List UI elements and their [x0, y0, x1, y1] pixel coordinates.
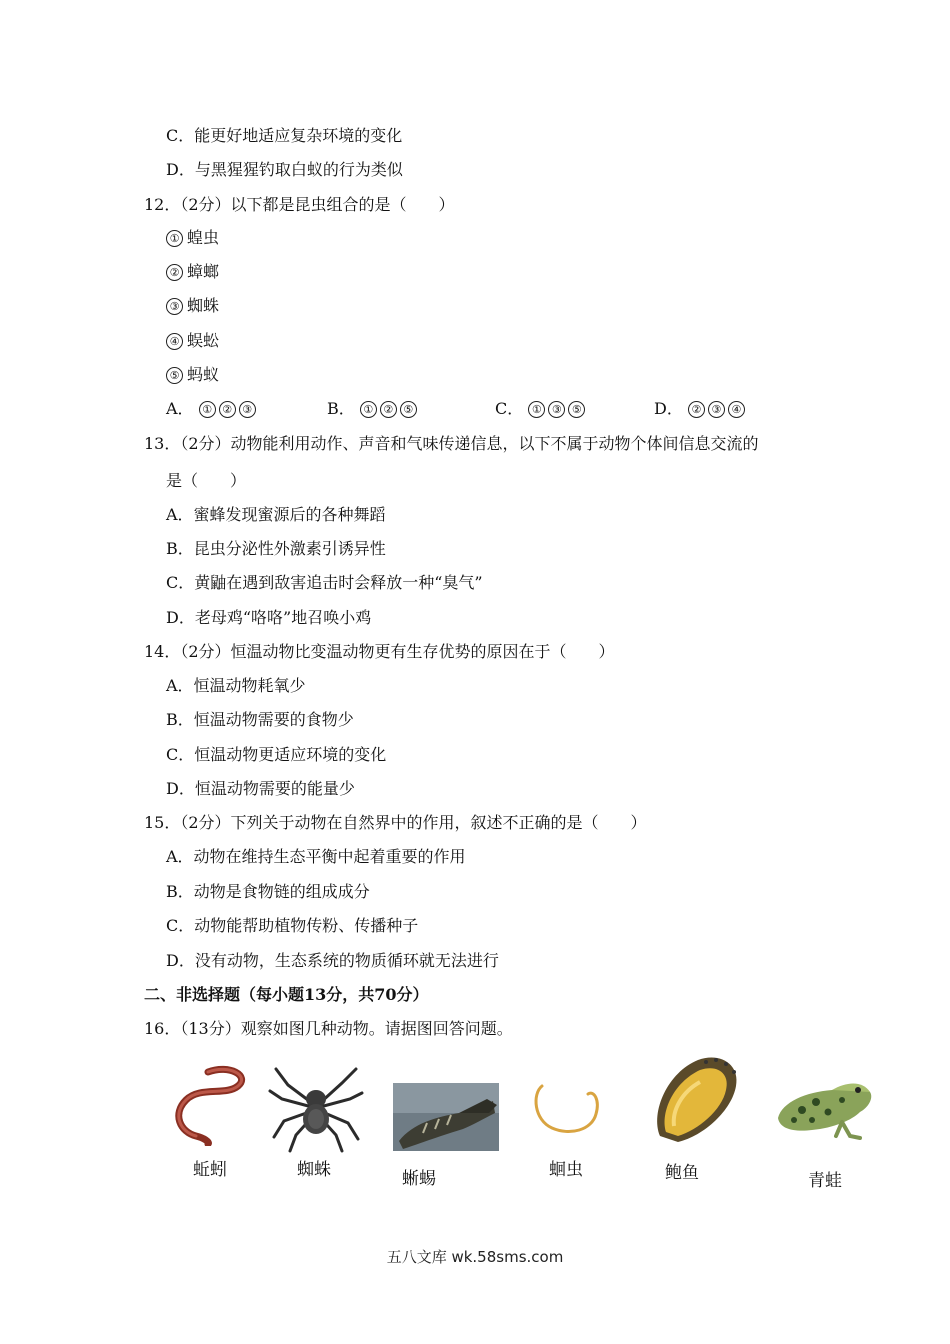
animal-label-frog: 青蛙: [808, 1171, 842, 1191]
answer-letter: D．: [654, 399, 683, 418]
q16-stem: 16．（13分）观察如图几种动物。请据图回答问题。: [144, 1019, 513, 1038]
q12-item-text: 蜈蚣: [187, 331, 220, 350]
circled-number-icon: ②: [380, 401, 397, 418]
animal-label-earthworm: 蚯蚓: [193, 1160, 227, 1180]
q12-answer-b: [327, 399, 420, 419]
circled-number-icon: ①: [199, 401, 216, 418]
circled-number-icon: ④: [728, 401, 745, 418]
circled-number-icon: ②: [688, 401, 705, 418]
answer-letter: B．: [327, 399, 355, 418]
q15-stem: 15．（2分）下列关于动物在自然界中的作用，叙述不正确的是（ ）: [144, 813, 647, 832]
animal-label-spider: 蜘蛛: [297, 1160, 331, 1180]
q14-option-c: C．恒温动物更适应环境的变化: [166, 745, 387, 764]
animal-label-abalone: 鲍鱼: [665, 1163, 699, 1183]
q12-item-text: 蝗虫: [187, 228, 220, 247]
circled-number-icon: ①: [166, 230, 183, 247]
circled-number-icon: ③: [708, 401, 725, 418]
earthworm-image: [160, 1062, 250, 1146]
circled-number-icon: ④: [166, 333, 183, 350]
q12-item-4: [166, 331, 219, 351]
circled-number-icon: ②: [166, 264, 183, 281]
section-title: 二、非选择题（每小题13分，共70分）: [144, 985, 429, 1004]
roundworm-image: [530, 1080, 606, 1140]
q11-option-d: D．与黑猩猩钓取白蚁的行为类似: [166, 160, 403, 179]
q12-answer-d: [654, 399, 748, 419]
q14-option-b: B．恒温动物需要的食物少: [166, 710, 354, 729]
q14-stem: 14．（2分）恒温动物比变温动物更有生存优势的原因在于（ ）: [144, 642, 615, 661]
q12-answer-c: [495, 399, 588, 419]
answer-letter: A．: [166, 399, 194, 418]
circled-number-icon: ⑤: [166, 367, 183, 384]
spider-image: [268, 1063, 364, 1153]
q12-item-text: 蟑螂: [187, 262, 220, 281]
circled-number-icon: ②: [219, 401, 236, 418]
q12-item-3: [166, 296, 219, 316]
q14-option-d: D．恒温动物需要的能量少: [166, 779, 355, 798]
q15-option-b: B．动物是食物链的组成成分: [166, 882, 370, 901]
footer-watermark: 五八文库 wk.58sms.com: [386, 1248, 564, 1266]
q15-option-d: D．没有动物，生态系统的物质循环就无法进行: [166, 951, 499, 970]
abalone-image: [648, 1052, 744, 1144]
q13-option-b: B．昆虫分泌性外激素引诱异性: [166, 539, 386, 558]
circled-number-icon: ③: [239, 401, 256, 418]
q13-option-a: A．蜜蜂发现蜜源后的各种舞蹈: [166, 505, 386, 524]
animal-label-lizard: 蜥蜴: [402, 1169, 436, 1189]
circled-number-icon: ①: [360, 401, 377, 418]
q15-option-c: C．动物能帮助植物传粉、传播种子: [166, 916, 419, 935]
animal-label-roundworm: 蛔虫: [549, 1160, 583, 1180]
circled-number-icon: ③: [548, 401, 565, 418]
q12-answer-a: [166, 399, 259, 419]
q12-item-1: [166, 228, 219, 248]
frog-image: [772, 1074, 876, 1142]
q13-option-c: C．黄鼬在遇到敌害追击时会释放一种“臭气”: [166, 573, 483, 592]
circled-number-icon: ③: [166, 298, 183, 315]
circled-number-icon: ⑤: [400, 401, 417, 418]
q14-option-a: A．恒温动物耗氧少: [166, 676, 306, 695]
q11-option-c: C．能更好地适应复杂环境的变化: [166, 126, 403, 145]
q15-option-a: A．动物在维持生态平衡中起着重要的作用: [166, 847, 466, 866]
answer-letter: C．: [495, 399, 524, 418]
q12-item-5: [166, 365, 219, 385]
q12-item-text: 蜘蛛: [187, 296, 220, 315]
circled-number-icon: ①: [528, 401, 545, 418]
q12-stem: 12．（2分）以下都是昆虫组合的是（ ）: [144, 195, 455, 214]
q13-stem-line2: 是（ ）: [166, 471, 247, 490]
lizard-image: [393, 1083, 499, 1151]
q13-option-d: D．老母鸡“咯咯”地召唤小鸡: [166, 608, 372, 627]
circled-number-icon: ⑤: [568, 401, 585, 418]
q13-stem-line1: 13．（2分）动物能利用动作、声音和气味传递信息，以下不属于动物个体间信息交流的: [144, 434, 759, 453]
q12-item-2: [166, 262, 219, 282]
q12-item-text: 蚂蚁: [187, 365, 220, 384]
